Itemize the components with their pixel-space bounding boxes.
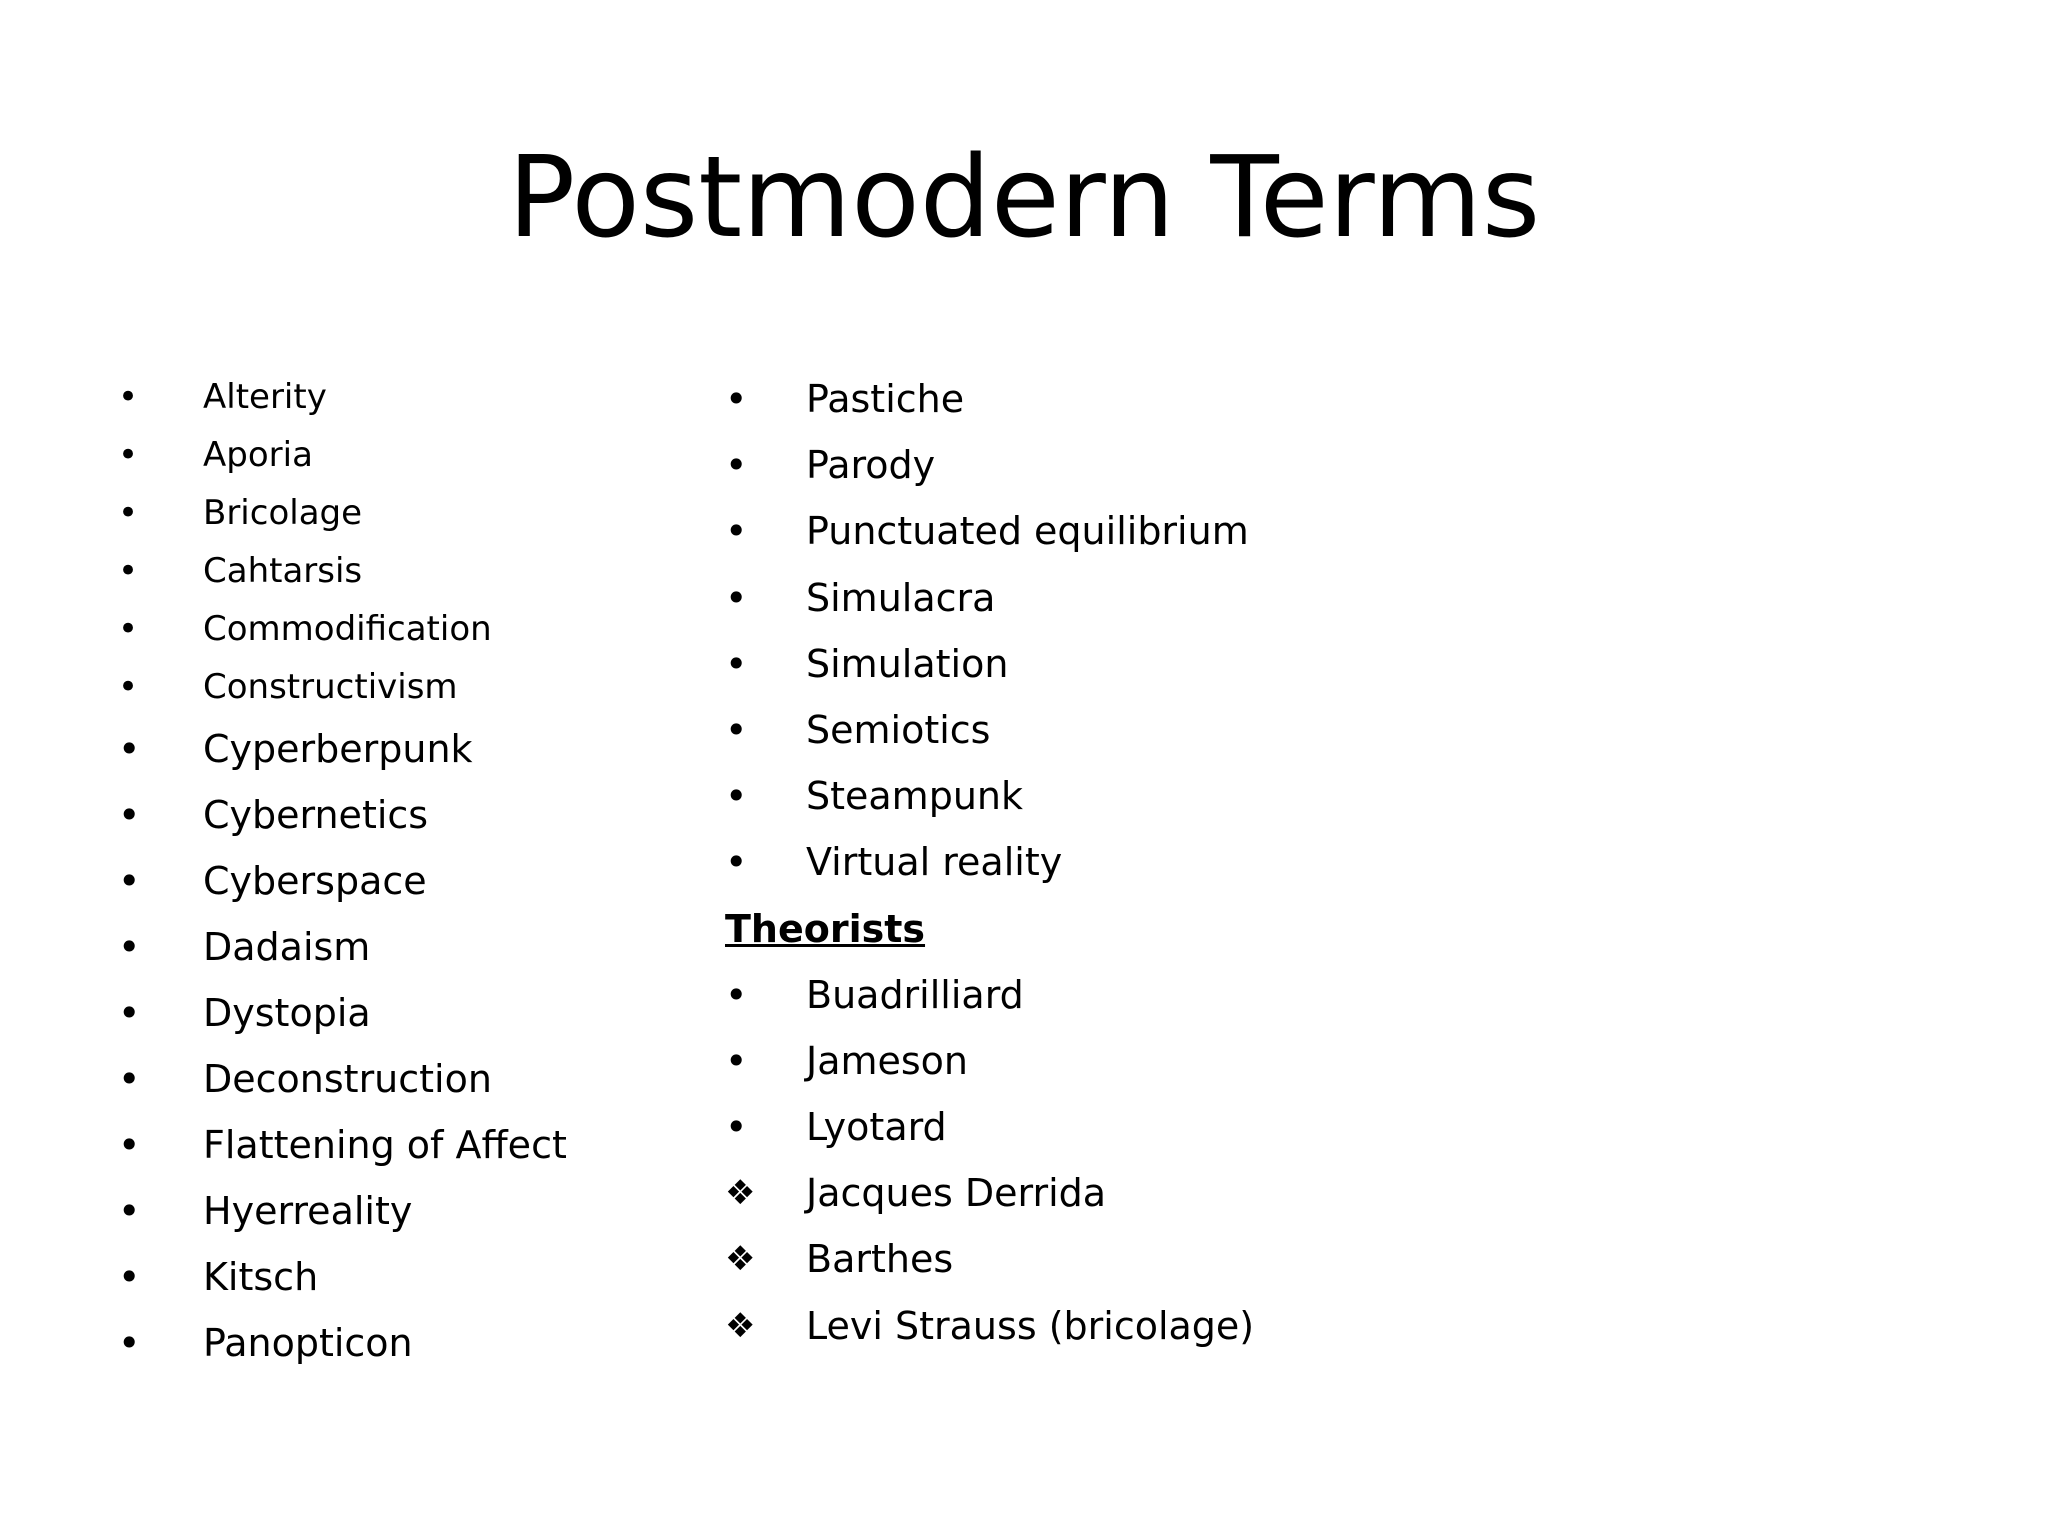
term-label: Simulacra	[806, 575, 996, 620]
term-label: Virtual reality	[806, 840, 1063, 885]
theorist-label: Lyotard	[806, 1105, 947, 1150]
term-label: Kitsch	[203, 1255, 319, 1299]
term-label: Cybernetics	[203, 793, 429, 837]
list-item	[725, 1160, 1525, 1226]
bullet-icon: •	[725, 443, 748, 488]
list-item	[118, 716, 718, 782]
bullet-icon: •	[118, 1321, 141, 1365]
slide-title: Postmodern Terms	[507, 133, 1541, 263]
list-item	[118, 658, 718, 716]
list-item	[725, 829, 1525, 895]
term-label: Punctuated equilibrium	[806, 509, 1249, 554]
term-label: Deconstruction	[203, 1057, 492, 1101]
term-label: Flattening of Affect	[203, 1123, 567, 1167]
bullet-icon: •	[725, 774, 748, 819]
list-item	[725, 1293, 1525, 1359]
list-item	[725, 697, 1525, 763]
bullet-icon: •	[118, 859, 141, 903]
list-item	[118, 484, 718, 542]
term-label: Alterity	[203, 377, 327, 417]
bullet-icon: •	[118, 377, 139, 417]
list-item	[118, 426, 718, 484]
list-item	[118, 914, 718, 980]
term-label: Commodification	[203, 609, 492, 649]
bullet-icon: •	[118, 991, 141, 1035]
list-item	[725, 432, 1525, 498]
theorist-label: Buadrilliard	[806, 972, 1024, 1017]
theorists-heading: Theorists	[725, 906, 926, 951]
diamond-bullet-icon: ❖	[725, 1239, 756, 1280]
list-item	[725, 1226, 1525, 1292]
list-item	[725, 565, 1525, 631]
term-label: Hyerreality	[203, 1189, 413, 1233]
bullet-icon: •	[118, 609, 139, 649]
term-label: Cyberspace	[203, 859, 427, 903]
bullet-icon: •	[725, 575, 748, 620]
term-label: Aporia	[203, 435, 313, 475]
list-item	[118, 848, 718, 914]
theorist-label: Barthes	[806, 1237, 954, 1282]
bullet-icon: •	[725, 840, 748, 885]
list-item	[118, 1310, 718, 1376]
term-label: Cahtarsis	[203, 551, 363, 591]
list-item	[118, 1046, 718, 1112]
bullet-icon: •	[118, 793, 141, 837]
bullet-icon: •	[118, 667, 139, 707]
bullet-icon: •	[118, 925, 141, 969]
list-item	[725, 962, 1525, 1028]
list-item	[118, 1112, 718, 1178]
list-item	[725, 366, 1525, 432]
bullet-icon: •	[725, 707, 748, 752]
theorist-label: Jacques Derrida	[806, 1171, 1107, 1216]
term-label: Cyperberpunk	[203, 727, 473, 771]
diamond-bullet-icon: ❖	[725, 1305, 756, 1346]
bullet-icon: •	[118, 493, 139, 533]
list-item	[118, 600, 718, 658]
bullet-icon: •	[725, 972, 748, 1017]
right-term-list	[725, 366, 1525, 1359]
list-item	[725, 1028, 1525, 1094]
left-term-list	[118, 368, 718, 1376]
bullet-icon: •	[725, 1105, 748, 1150]
list-item	[725, 763, 1525, 829]
list-item	[118, 368, 718, 426]
term-label: Constructivism	[203, 667, 458, 707]
list-item	[118, 542, 718, 600]
bullet-icon: •	[118, 1189, 141, 1233]
bullet-icon: •	[118, 727, 141, 771]
list-item	[118, 782, 718, 848]
term-label: Panopticon	[203, 1321, 413, 1365]
list-item	[725, 498, 1525, 564]
theorist-label: Jameson	[806, 1038, 969, 1083]
bullet-icon: •	[725, 377, 748, 421]
list-item	[118, 1178, 718, 1244]
list-item	[118, 1244, 718, 1310]
term-label: Steampunk	[806, 774, 1023, 819]
bullet-icon: •	[725, 1038, 748, 1083]
bullet-icon: •	[118, 551, 139, 591]
list-item	[725, 1094, 1525, 1160]
bullet-icon: •	[118, 1057, 141, 1101]
term-label: Parody	[806, 443, 936, 488]
term-label: Dadaism	[203, 925, 371, 969]
term-label: Semiotics	[806, 707, 991, 752]
bullet-icon: •	[118, 1123, 141, 1167]
term-label: Bricolage	[203, 493, 363, 533]
diamond-bullet-icon: ❖	[725, 1173, 756, 1214]
list-item	[725, 631, 1525, 697]
term-label: Dystopia	[203, 991, 371, 1035]
bullet-icon: •	[118, 435, 139, 475]
term-label: Pastiche	[806, 377, 965, 421]
bullet-icon: •	[725, 509, 748, 554]
theorist-label: Levi Strauss (bricolage)	[806, 1303, 1255, 1348]
bullet-icon: •	[118, 1255, 141, 1299]
term-label: Simulation	[806, 641, 1009, 686]
list-item	[118, 980, 718, 1046]
bullet-icon: •	[725, 641, 748, 686]
